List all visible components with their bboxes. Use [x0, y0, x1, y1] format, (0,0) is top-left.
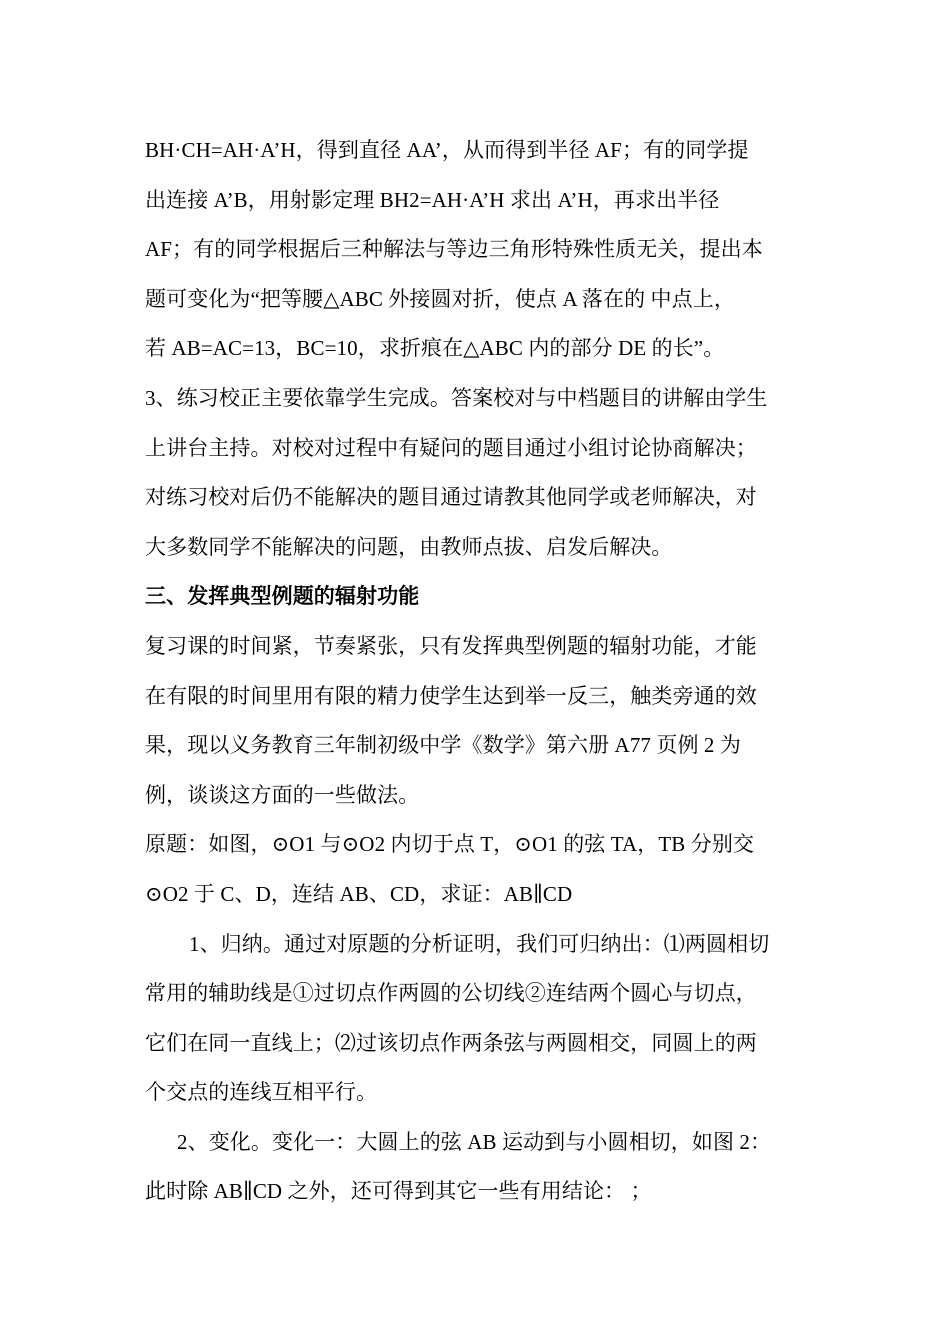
- text-line: 此时除 AB∥CD 之外，还可得到其它一些有用结论： ；: [145, 1179, 652, 1204]
- text-line: 3、练习校正主要依靠学生完成。答案校对与中档题目的讲解由学生: [145, 385, 768, 410]
- text-line: 个交点的连线互相平行。: [145, 1080, 378, 1105]
- text-line: 题可变化为“把等腰△ABC 外接圆对折，使点 A 落在的 中点上，: [145, 286, 735, 311]
- text-line: 对练习校对后仍不能解决的题目通过请教其他同学或老师解决，对: [145, 485, 757, 510]
- section-heading: 三、发挥典型例题的辐射功能: [145, 584, 420, 609]
- text-line: 在有限的时间里用有限的精力使学生达到举一反三，触类旁通的效: [145, 683, 757, 708]
- text-line: 2、变化。变化一：大圆上的弦 AB 运动到与小圆相切，如图 2：: [177, 1129, 772, 1154]
- document-body: [145, 126, 810, 1217]
- text-line: 果，现以义务教育三年制初级中学《数学》第六册 A77 页例 2 为: [145, 733, 741, 758]
- text-line: BH·CH=AH·A’H，得到直径 AA’，从而得到半径 AF；有的同学提: [145, 138, 749, 162]
- text-line: 出连接 A’B，用射影定理 BH2=AH·A’H 求出 A’H，再求出半径: [145, 187, 720, 212]
- text-line: AF；有的同学根据后三种解法与等边三角形特殊性质无关，提出本: [145, 237, 763, 262]
- text-line: 常用的辅助线是①过切点作两圆的公切线②连结两个圆心与切点，: [145, 981, 757, 1006]
- text-line: 1、归纳。通过对原题的分析证明，我们可归纳出：⑴两圆相切: [189, 931, 770, 956]
- text-line: 例，谈谈这方面的一些做法。: [145, 782, 420, 807]
- text-line: 它们在同一直线上；⑵过该切点作两条弦与两圆相交，同圆上的两: [145, 1030, 757, 1055]
- text-line: 若 AB=AC=13，BC=10，求折痕在△ABC 内的部分 DE 的长”。: [145, 336, 725, 361]
- text-line: ⊙O2 于 C、D，连结 AB、CD，求证：AB∥CD: [145, 881, 573, 906]
- text-line: 原题：如图，⊙O1 与⊙O2 内切于点 T，⊙O1 的弦 TA，TB 分别交: [145, 832, 755, 857]
- text-line: 上讲台主持。对校对过程中有疑问的题目通过小组讨论协商解决；: [145, 435, 757, 460]
- text-line: 大多数同学不能解决的问题，由教师点拔、启发后解决。: [145, 534, 673, 559]
- text-line: 复习课的时间紧，节奏紧张，只有发挥典型例题的辐射功能，才能: [145, 633, 757, 658]
